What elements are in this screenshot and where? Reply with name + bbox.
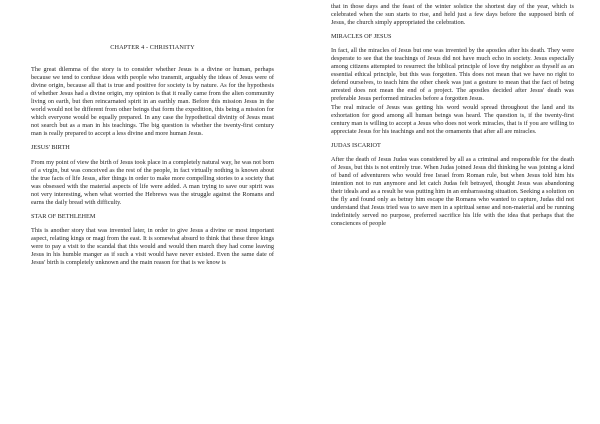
- miracles-paragraph-1: In fact, all the miracles of Jesus but one was invented by the apostles after his death. They were desperate to see that the teachings of Jesus did not have much echo in society. Jesus especially among citizens attempted to resurrect the biblical principle of love thy neighbor as thyself as an essential ethical principle, but this was forgotten. This does not mean that we have no right to defend ourselves, to teach him the other cheek was just a gesture to mean that the fact of being arrested does not mean the end of a project. The apostles decided after Jesus' death was preferable Jesus performed miracles before a forgotten Jesus.: [331, 47, 574, 103]
- section-heading-judas-iscariot: JUDAS ISCARIOT: [331, 141, 381, 149]
- star-of-bethlehem-paragraph: This is another story that was invented later, in order to give Jesus a divine or most important aspect, relating kings or magi from the east. It is somewhat absurd to think that these three kings were to pay a visit to the scandal that this would and would then march they had come leaving Jesus in his humble manger as if such a visit would have never existed. Even the same date of Jesus' birth is completely unknown and the main reason for that is we know is: [31, 226, 274, 267]
- intro-paragraph: The great dilemma of the story is to consider whether Jesus is a divine or human, perhaps because we tend to confuse ideas with people who transmit, arguably the ideas of Jesus were of divine origin, because all that is true and positive for society is by nature. As for the hypothesis of whether Jesus had a divine origin, my opinion is that it really came from the alien community living on earth, but then reincarnated spirit in an earthly man. Before this mission Jesus in the world would not be different from other beings that form the expedition, this being a mission for which everyone would be equally prepared. In any case the hypothetical divinity of Jesus must not search but as a man in his teachings. The big question is whether the twenty-first century man is really prepared to accept a less divine and more human Jesus.: [31, 66, 274, 138]
- chapter-title: CHAPTER 4 - CHRISTIANITY: [110, 44, 195, 51]
- section-heading-jesus-birth: JESUS' BIRTH: [31, 144, 70, 152]
- right-page: [300, 0, 600, 424]
- continued-paragraph: that in those days and the feast of the winter solstice the shortest day of the year, which is celebrated when the sun starts to rise, and held just a few days before the supposed birth of Jesus, the church simply appropriated the celebration.: [331, 3, 574, 27]
- jesus-birth-paragraph: From my point of view the birth of Jesus took place in a completely natural way, he was not born of a virgin, but was conceived as the rest of the people, in fact virtually nothing is known about the true facts of life Jesus, after things in order to make more compelling stories to a society that was obsessed with the material aspects of life were added. A man trying to save our spirit was not very interesting, when what worried the Hebrews was the struggle against the Romans and earns the daily bread with difficulty.: [31, 158, 274, 206]
- miracles-paragraph-2: The real miracle of Jesus was getting his word would spread throughout the land and its exhortation for good among all human beings was heard. The question is, if the twenty-first century man is willing to accept a Jesus who does not work miracles, that is if you are willing to appreciate Jesus for his teachings and not the ornaments that after all are miracles.: [331, 103, 574, 135]
- section-heading-star-of-bethlehem: STAR OF BETHLEHEM: [31, 212, 96, 220]
- section-heading-miracles-of-jesus: MIRACLES OF JESUS: [331, 33, 392, 41]
- right-page-text: [331, 3, 574, 228]
- left-page-text: [31, 44, 274, 267]
- judas-paragraph: After the death of Jesus Judas was considered by all as a criminal and responsible for the death of Jesus, but this is not entirely true. When Judas joined Jesus did thinking he was joining a kind of band of adventurers who would free Israel from Roman rule, but when Jesus told him his intention not to run anymore and let catch Judas felt betrayed, thought Jesus was abandoning their ideals and as a result he was putting him in an embarrassing situation. Seeking a solution on the fly and found only as betray him escape the Romans who wanted to capture, Judas did not understand that Jesus tried was to save men in a spiritual sense and non-material and be running indefinitely served no purpose, preferred sacrifice his life with the idea that perhaps that the consciences of people: [331, 155, 575, 228]
